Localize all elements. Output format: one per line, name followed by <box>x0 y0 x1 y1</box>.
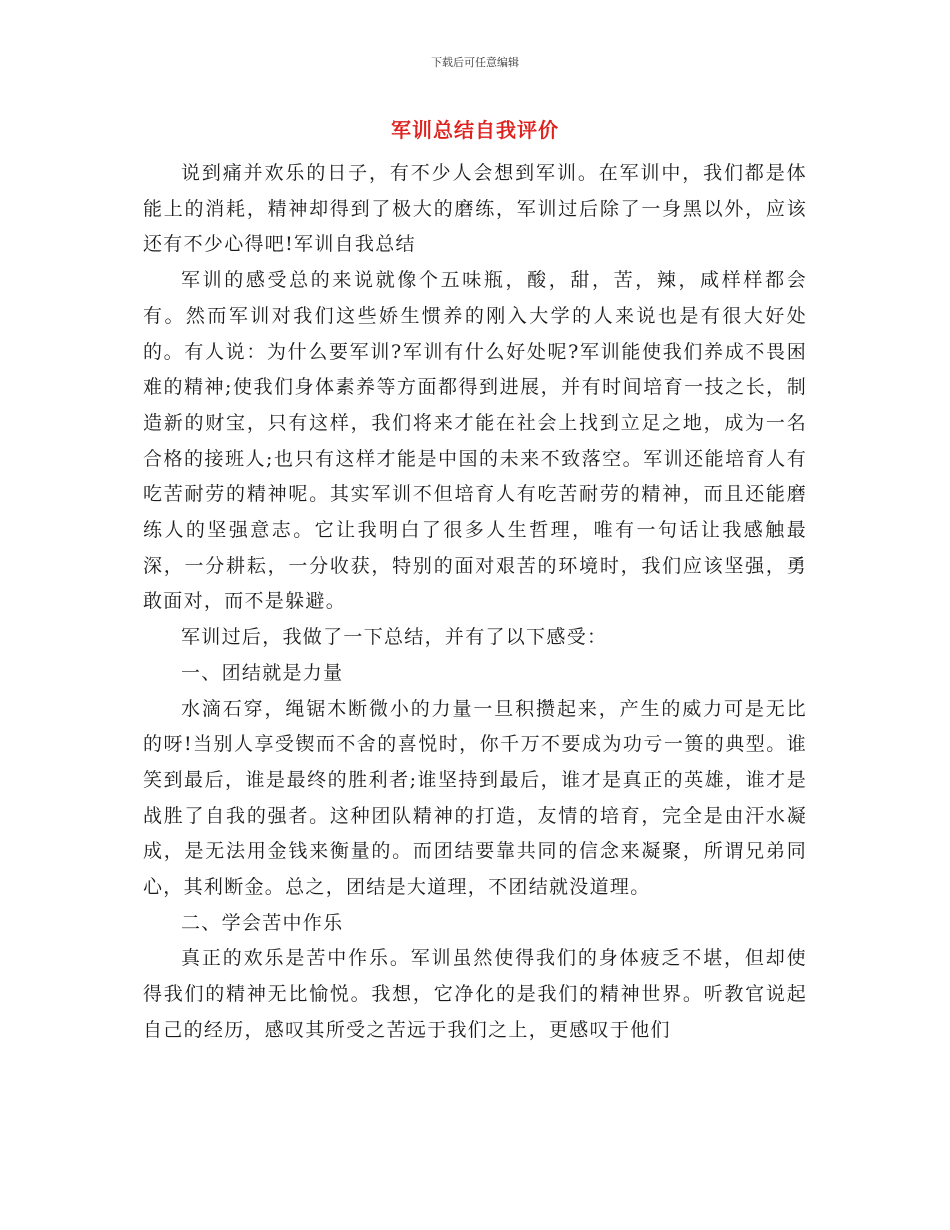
header-note: 下载后可任意编辑 <box>431 56 519 69</box>
section-heading-unity: 一、团结就是力量 <box>181 661 344 684</box>
paragraph-summary-lead: 军训过后，我做了一下总结，并有了以下感受： <box>181 626 608 649</box>
document-body <box>143 156 807 1049</box>
section-heading-joy: 二、学会苦中作乐 <box>181 911 344 934</box>
paragraph-intro: 说到痛并欢乐的日子，有不少人会想到军训。在军训中，我们都是体能上的消耗，精神却得到了极大的磨练，军训过后除了一身黑以外，应该还有不少心得吧!军训自我总结 <box>143 162 807 256</box>
document-title: 军训总结自我评价 <box>391 118 559 142</box>
paragraph-feelings: 军训的感受总的来说就像个五味瓶，酸，甜，苦，辣，咸样样都会有。然而军训对我们这些娇生惯养的刚入大学的人来说也是有很大好处的。有人说：为什么要军训?军训有什么好处呢?军训能使我们养成不畏困难的精神;使我们身体素养等方面都得到进展，并有时间培育一技之长，制造新的财宝，只有这样，我们将来才能在社会上找到立足之地，成为一名合格的接班人;也只有这样才能是中国的未来不致落空。军训还能培育人有吃苦耐劳的精神呢。其实军训不但培育人有吃苦耐劳的精神，而且还能磨练人的坚强意志。它让我明白了很多人生哲理，唯有一句话让我感触最深，一分耕耘，一分收获，特别的面对艰苦的环境时，我们应该坚强，勇敢面对，而不是躲避。 <box>143 269 807 613</box>
paragraph-joy: 真正的欢乐是苦中作乐。军训虽然使得我们的身体疲乏不堪，但却使得我们的精神无比愉悦。我想，它净化的是我们的精神世界。听教官说起自己的经历，感叹其所受之苦远于我们之上，更感叹于他们 <box>143 947 807 1041</box>
paragraph-unity: 水滴石穿，绳锯木断微小的力量一旦积攒起来，产生的威力可是无比的呀!当别人享受锲而不舍的喜悦时，你千万不要成为功亏一篑的典型。谁笑到最后，谁是最终的胜利者;谁坚持到最后，谁才是真正的英雄，谁才是战胜了自我的强者。这种团队精神的打造，友情的培育，完全是由汗水凝成，是无法用金钱来衡量的。而团结要靠共同的信念来凝聚，所谓兄弟同心，其利断金。总之，团结是大道理，不团结就没道理。 <box>143 697 807 899</box>
